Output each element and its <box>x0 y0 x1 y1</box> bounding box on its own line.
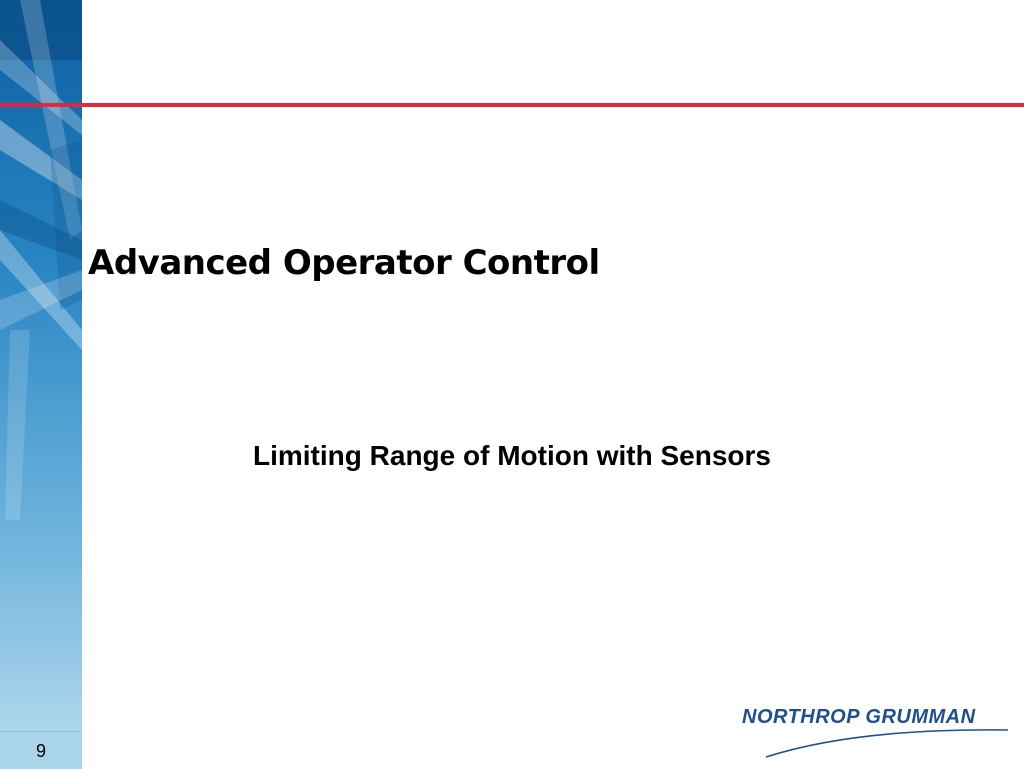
header-rule <box>0 103 1024 107</box>
page-number: 9 <box>35 741 46 761</box>
slide-title: Advanced Operator Control <box>88 243 600 283</box>
slide-subtitle: Limiting Range of Motion with Sensors <box>253 440 771 471</box>
logo-wordmark: NORTHROP GRUMMAN <box>742 706 976 728</box>
logo-swoosh <box>736 700 1016 762</box>
sidebar-background-graphic <box>0 0 82 768</box>
sidebar-decoration <box>0 0 82 768</box>
northrop-grumman-logo <box>736 700 1016 762</box>
